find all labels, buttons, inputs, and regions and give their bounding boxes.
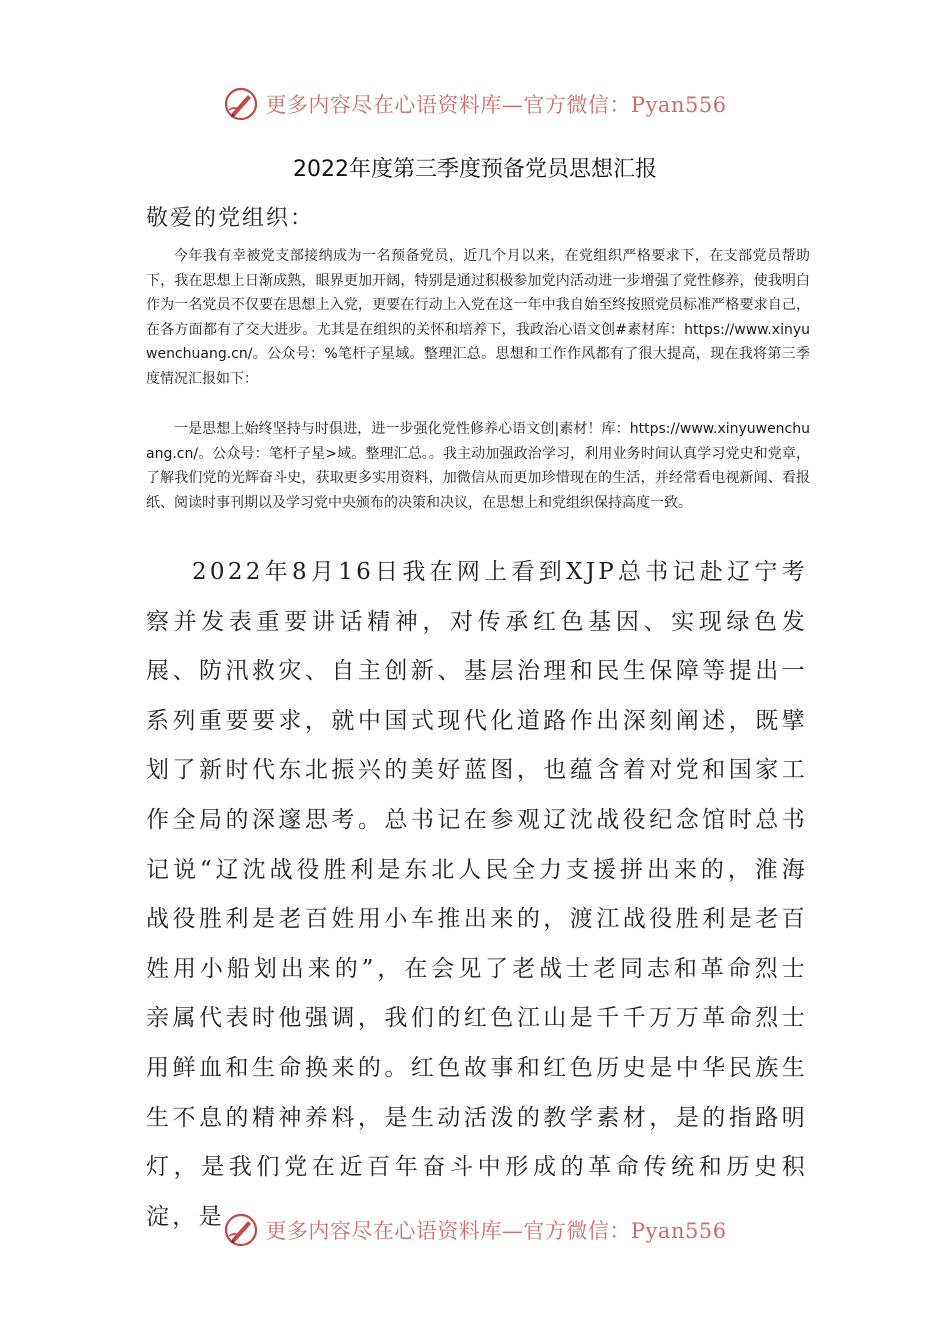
pen-logo-icon (223, 86, 259, 122)
paragraph-thought: 一是思想上始终坚持与时俱进，进一步强化党性修养心语文创|素材！库：https://www.xinyuwenchuang.cn/。公众号：笔杆子星>域。整理汇总。。我主动加强政治学习，利用业务时间认真学习党史和党章，了解我们党的光辉奋斗史，获取更多实用资料，加微信从而更加珍惜现在的生活，并经常看电视新闻、看报纸、阅读时事刊期以及学习党中央颁布的决策和决议，在思想上和党组织保持高度一致。 (146, 421, 810, 511)
paragraph-main: 2022年8月16日我在网上看到XJP总书记赴辽宁考察并发表重要讲话精神，对传承红色基因、实现绿色发展、防汛救灾、自主创新、基层治理和民生保障等提出一系列重要要求，就中国式现代化道路作出深刻阐述，既擘划了新时代东北振兴的美好蓝图，也蕴含着对党和国家工作全局的深邃思考。总书记在参观辽沈战役纪念馆时总书记说“辽沈战役胜利是东北人民全力支援拼出来的，淮海战役胜利是老百姓用小车推出来的，渡江战役胜利是老百姓用小船划出来的”，在会见了老战士老同志和革命烈士亲属代表时他强调，我们的红色江山是千千万万革命烈士用鲜血和生命换来的。红色故事和红色历史是中华民族生生不息的精神养料，是生动活泼的教学素材，是的指路明灯，是我们党在近百年奋斗中形成的革命传统和历史积淀，是 (146, 559, 808, 1230)
footer-banner-text: 更多内容尽在心语资料库—官方微信：Pyan556 (265, 1219, 727, 1243)
salutation: 敬爱的党组织： (146, 206, 315, 231)
paragraph-intro: 今年我有幸被党支部接纳成为一名预备党员，近几个月以来，在党组织严格要求下，在支部党员帮助下，我在思想上日渐成熟，眼界更加开阔，特别是通过积极参加党内活动进一步增强了党性修养，使我明白作为一名党员不仅要在思想上入党，更要在行动上入党在这一年中我自始至终按照党员标准严格要求自己，在各方面都有了交大进步。尤其是在组织的关怀和培养下，我政治心语文创#素材库：https://www.xinyuwenchuang.cn/。公众号：%笔杆子星域。整理汇总。思想和工作作风都有了很大提高，现在我将第三季度情况汇报如下： (146, 248, 810, 387)
pen-logo-icon (223, 1212, 259, 1248)
document-title: 2022年度第三季度预备党员思想汇报 (293, 157, 657, 182)
header-banner (0, 82, 950, 126)
header-banner-text: 更多内容尽在心语资料库—官方微信：Pyan556 (265, 93, 727, 117)
footer-banner (0, 1208, 950, 1252)
